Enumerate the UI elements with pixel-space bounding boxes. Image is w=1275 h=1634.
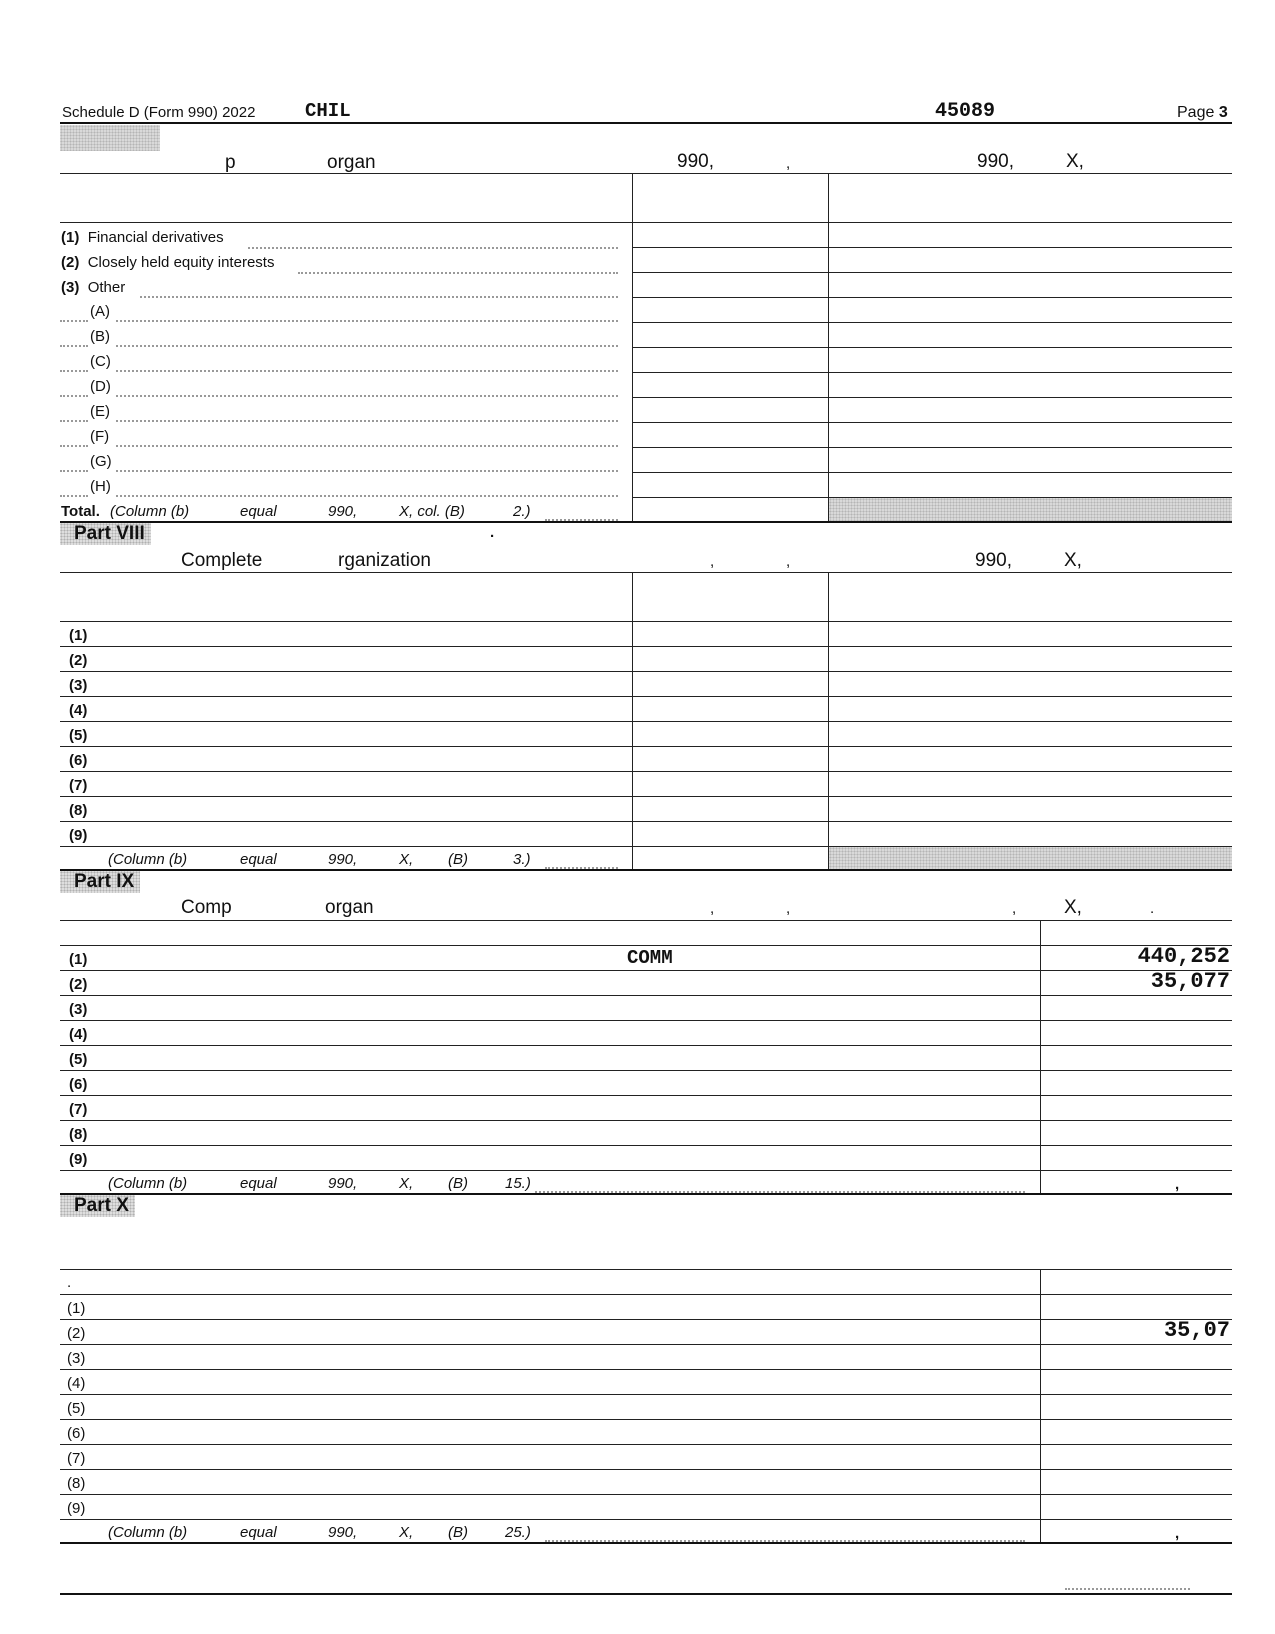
part-x-total-row: (Column (b) [108, 1524, 188, 1541]
table-row: (9) [69, 827, 88, 844]
table-row: (8) [69, 1126, 88, 1143]
table-row: (6) [69, 752, 88, 769]
table-row: (4) [67, 1375, 86, 1392]
table-row: (C) [90, 353, 111, 370]
table-row: (6) [69, 1076, 88, 1093]
table-row: (1) Financial derivatives [61, 229, 224, 246]
header-rule [60, 122, 1232, 124]
total-shaded-cell [829, 498, 1232, 521]
table-row: (9) [67, 1500, 86, 1517]
table-row: (2) [69, 976, 88, 993]
table-row: (3) [69, 677, 88, 694]
table-row: (9) [69, 1151, 88, 1168]
form-name: Schedule D (Form 990) 2022 [62, 104, 256, 121]
table-row: (1) [67, 1300, 86, 1317]
organization-name: CHIL [305, 100, 351, 122]
table-row: (8) [69, 802, 88, 819]
part-vii-label-box [60, 125, 160, 151]
page-number-label [1177, 104, 1228, 122]
total-amount: , [1175, 1176, 1180, 1193]
part-vii-heading-word: 990, [677, 151, 714, 172]
part-viii-heading-word: Complete [181, 550, 263, 571]
part-vii-heading-word: p [225, 152, 236, 173]
part-ix-heading-word: organ [325, 897, 374, 918]
table-row: (5) [69, 727, 88, 744]
table-row: (4) [69, 702, 88, 719]
part-ix-heading-word: Comp [181, 897, 232, 918]
part-ix-total-row: (Column (b) [108, 1175, 188, 1192]
table-row: (2) Closely held equity interests [61, 254, 275, 271]
table-row: (G) [90, 453, 112, 470]
part-viii-label: Part VIII [60, 523, 151, 545]
total-shaded-cell [829, 847, 1232, 870]
table-row: (H) [90, 478, 111, 495]
table-row: (A) [90, 303, 110, 320]
amount-cell: 440,252 [1137, 944, 1230, 969]
part-viii-total-row: (Column (b) [108, 851, 188, 868]
part-viii-heading-word: rganization [338, 550, 431, 571]
page-label: Page [1177, 104, 1215, 121]
table-row: (1) [69, 627, 88, 644]
ein: 45089 [935, 100, 996, 123]
table-row: (D) [90, 378, 111, 395]
table-row: (B) [90, 328, 110, 345]
footer-rule [60, 1593, 1232, 1595]
table-row: (5) [69, 1051, 88, 1068]
table-row: (7) [67, 1450, 86, 1467]
table-row: (7) [69, 1101, 88, 1118]
table-row: (1) [69, 951, 88, 968]
part-vii-heading-word: 990, [977, 151, 1014, 172]
table-row: (8) [67, 1475, 86, 1492]
part-vii-heading-word: , [786, 155, 791, 172]
table-row: (2) [69, 652, 88, 669]
amount-cell: 35,07 [1163, 1318, 1230, 1343]
table-row: (4) [69, 1026, 88, 1043]
table-row: (5) [67, 1400, 86, 1417]
part-vii-total-row: Total. [61, 503, 100, 520]
description-cell: COMM [627, 947, 673, 969]
part-ix-label: Part IX [60, 871, 140, 893]
amount-cell: 35,077 [1150, 969, 1230, 994]
table-row: (3) [69, 1001, 88, 1018]
table-row: (3) Other [61, 279, 126, 296]
table-row: (6) [67, 1425, 86, 1442]
table-row: (3) [67, 1350, 86, 1367]
footer-dots [1065, 1588, 1190, 1590]
part-x-label: Part X [60, 1195, 135, 1217]
table-row: (F) [90, 428, 110, 445]
page-number: 3 [1218, 104, 1228, 121]
part-vii-heading-word: organ [327, 152, 376, 173]
table-row: (E) [90, 403, 110, 420]
table-row: (2) [67, 1325, 86, 1342]
total-amount: , [1175, 1525, 1180, 1542]
table-row: (7) [69, 777, 88, 794]
part-vii-heading-word: X, [1066, 151, 1084, 172]
